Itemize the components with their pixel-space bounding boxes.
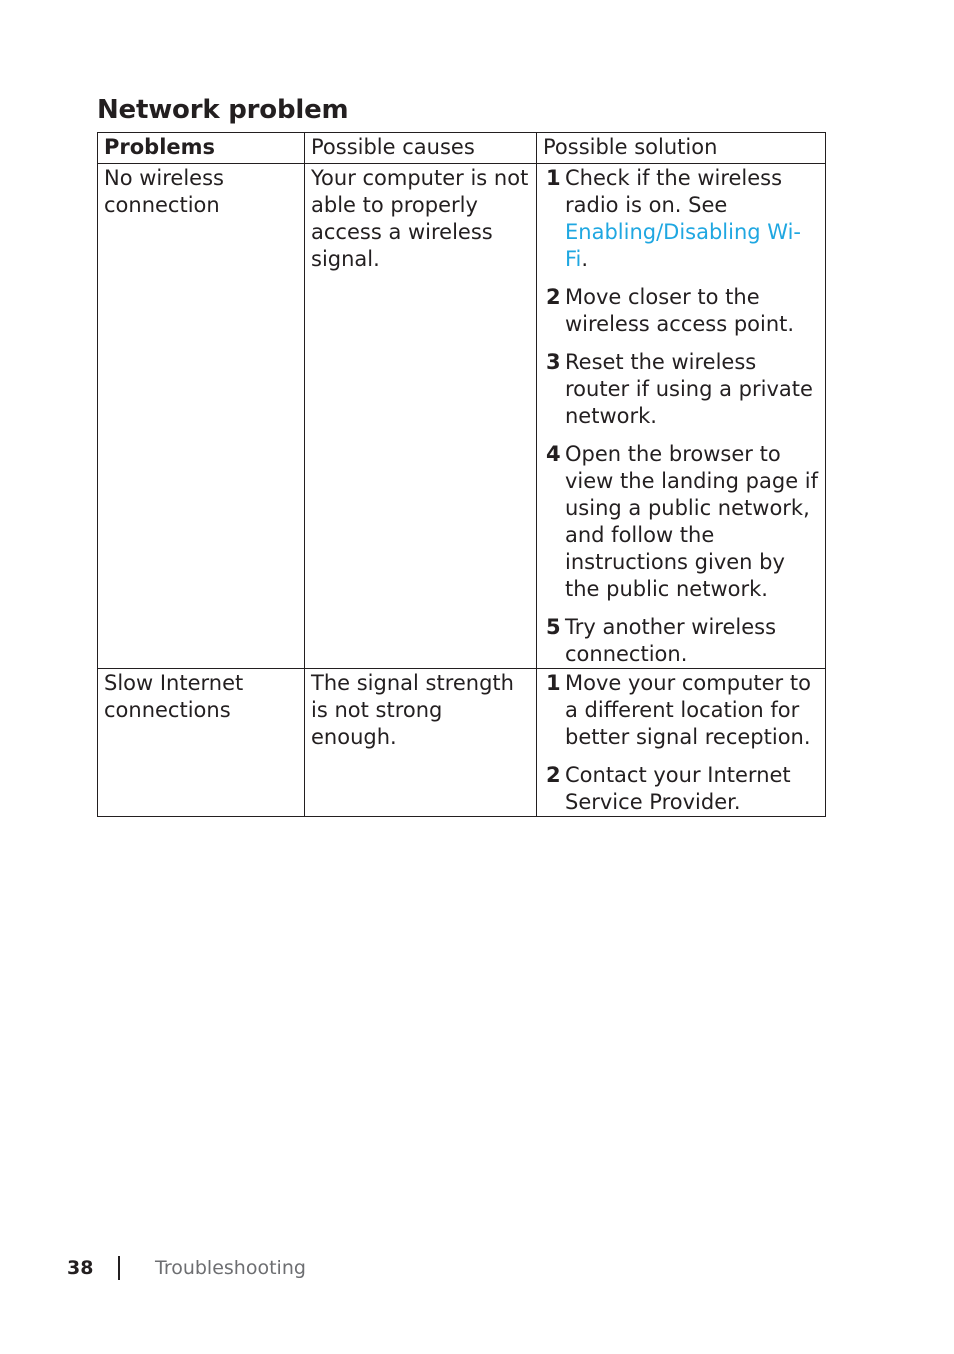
- cause-cell: The signal strength is not strong enough.: [305, 669, 537, 817]
- step-text: Move closer to the wireless access point.: [565, 285, 795, 336]
- table-row: [98, 164, 826, 669]
- step-number: 5: [546, 615, 561, 639]
- solution-step: [546, 762, 819, 816]
- solution-step: [546, 614, 819, 668]
- enabling-disabling-wifi-link[interactable]: Enabling/Disabling Wi-Fi: [565, 220, 802, 271]
- solution-step: [546, 165, 819, 273]
- column-header-problems: Problems: [98, 133, 305, 164]
- step-number: 2: [546, 763, 561, 787]
- step-text: Reset the wireless router if using a private network.: [565, 350, 813, 428]
- step-text: Open the browser to view the landing page if using a public network, and follow the instructions given by the public network.: [565, 442, 819, 601]
- page-number: 38: [67, 1257, 94, 1279]
- step-text: Check if the wireless radio is on. See: [565, 166, 783, 217]
- step-number: 1: [546, 671, 561, 695]
- column-header-possible-solution: Possible solution: [537, 133, 826, 164]
- solution-step: [546, 441, 819, 603]
- step-text: Contact your Internet Service Provider.: [565, 763, 791, 814]
- footer-section-name: Troubleshooting: [155, 1257, 306, 1279]
- cause-cell: Your computer is not able to properly access a wireless signal.: [305, 164, 537, 669]
- solution-cell: [537, 164, 826, 669]
- solution-steps: [543, 165, 819, 668]
- table-row: [98, 669, 826, 817]
- step-number: 2: [546, 285, 561, 309]
- step-number: 4: [546, 442, 561, 466]
- solution-cell: [537, 669, 826, 817]
- step-text: Try another wireless connection.: [565, 615, 777, 666]
- table-header-row: [98, 133, 826, 164]
- solution-step: [546, 284, 819, 338]
- footer-divider: [118, 1256, 120, 1280]
- solution-steps: [543, 670, 819, 816]
- column-header-possible-causes: Possible causes: [305, 133, 537, 164]
- step-number: 1: [546, 166, 561, 190]
- problem-cell: No wireless connection: [98, 164, 305, 669]
- section-title: Network problem: [97, 95, 349, 125]
- network-problem-table: [97, 132, 826, 817]
- step-text-end: .: [581, 247, 589, 271]
- solution-step: [546, 670, 819, 751]
- step-number: 3: [546, 350, 561, 374]
- step-text: Move your computer to a different location for better signal reception.: [565, 671, 811, 749]
- problem-cell: Slow Internet connections: [98, 669, 305, 817]
- solution-step: [546, 349, 819, 430]
